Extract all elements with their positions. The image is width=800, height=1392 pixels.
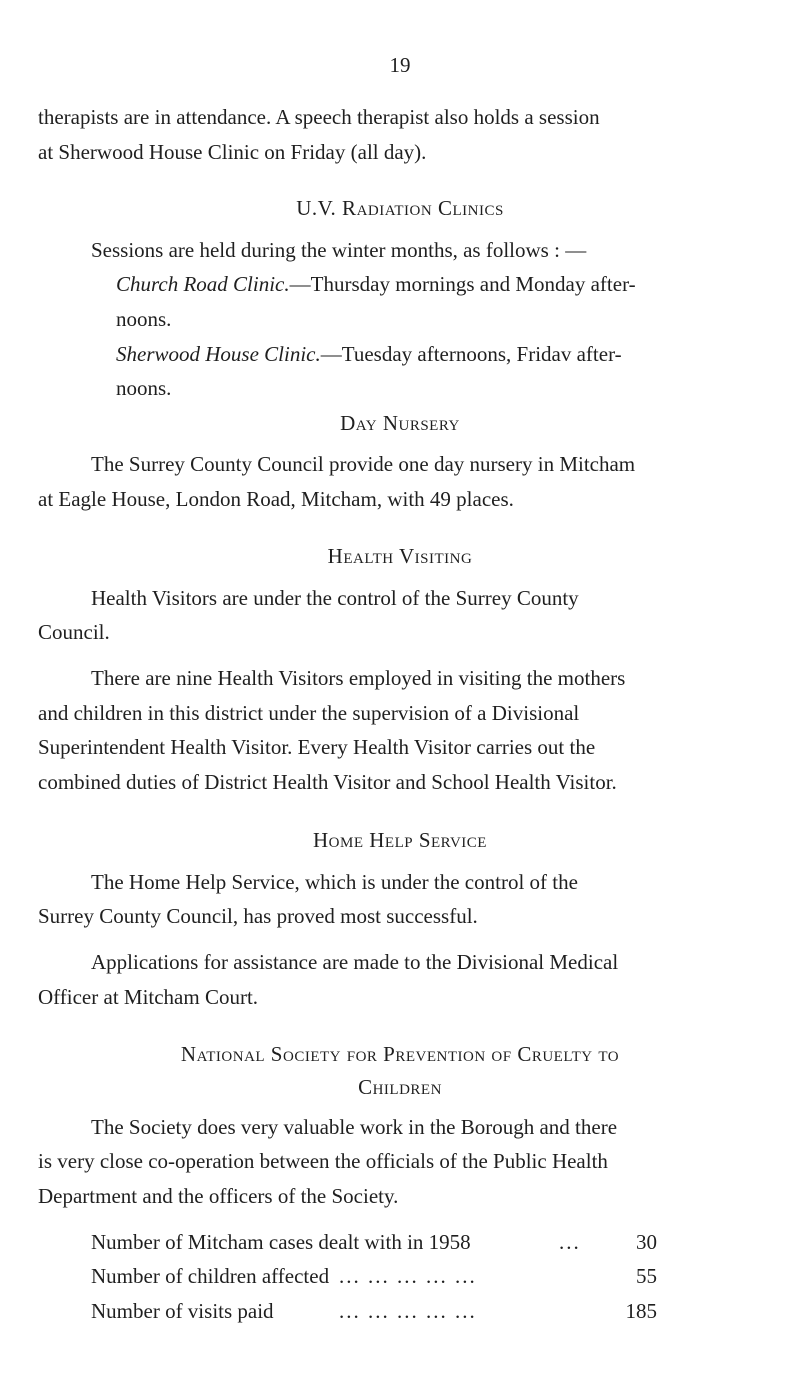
- stat-row-visits: [91, 1301, 657, 1325]
- stat-label: Number of children affected: [91, 1264, 330, 1288]
- paragraph-line: and children in this district under the supervision of a Divisional: [38, 701, 580, 725]
- page-number: 19: [389, 53, 411, 77]
- section-heading-health-visiting: Health Visiting: [327, 544, 473, 568]
- stat-row-cases: [91, 1232, 657, 1256]
- clinic-name: Church Road Clinic.: [116, 272, 290, 296]
- stat-value: 30: [636, 1230, 657, 1254]
- section-heading-nspcc-cont: Children: [358, 1075, 442, 1099]
- paragraph-line: Health Visitors are under the control of the Surrey County: [91, 586, 579, 610]
- clinic-times: —Thursday mornings and Monday after-: [289, 272, 636, 296]
- paragraph-line: There are nine Health Visitors employed in visiting the mothers: [91, 666, 626, 690]
- leader-dots: ...: [559, 1230, 581, 1254]
- stat-value: 185: [625, 1299, 657, 1323]
- intro-line: therapists are in attendance. A speech therapist also holds a session: [38, 105, 600, 129]
- stat-label: Number of visits paid: [91, 1299, 274, 1323]
- paragraph-line: Surrey County Council, has proved most successful.: [38, 904, 478, 928]
- paragraph-line: Applications for assistance are made to the Divisional Medical: [91, 950, 619, 974]
- paragraph-line: combined duties of District Health Visitor and School Health Visitor.: [38, 770, 617, 794]
- stat-row-children: [91, 1266, 657, 1290]
- paragraph-line: noons.: [116, 376, 172, 400]
- leader-dots: ... ... ... ... ...: [339, 1264, 477, 1288]
- stat-label: Number of Mitcham cases dealt with in 1958: [91, 1230, 471, 1254]
- paragraph-line: Sessions are held during the winter months, as follows : —: [91, 238, 587, 262]
- paragraph-line: The Surrey County Council provide one day nursery in Mitcham: [91, 452, 636, 476]
- section-heading-home-help: Home Help Service: [313, 828, 487, 852]
- paragraph-line: is very close co-operation between the officials of the Public Health: [38, 1149, 608, 1173]
- section-heading-nspcc: National Society for Prevention of Cruelty to: [180, 1042, 620, 1066]
- paragraph-line: The Society does very valuable work in the Borough and there: [91, 1115, 618, 1139]
- leader-dots: ... ... ... ... ...: [339, 1299, 477, 1323]
- clinic-entry-church-road: [116, 274, 636, 295]
- section-heading-uv-radiation: U.V. Radiation Clinics: [296, 196, 504, 220]
- intro-line: at Sherwood House Clinic on Friday (all day).: [38, 140, 427, 164]
- paragraph-line: Officer at Mitcham Court.: [38, 985, 259, 1009]
- paragraph-line: at Eagle House, London Road, Mitcham, with 49 places.: [38, 487, 514, 511]
- paragraph-line: noons.: [116, 307, 172, 331]
- paragraph-line: The Home Help Service, which is under the control of the: [91, 870, 578, 894]
- paragraph-line: Department and the officers of the Society.: [38, 1184, 399, 1208]
- paragraph-line: Superintendent Health Visitor. Every Health Visitor carries out the: [38, 735, 596, 759]
- clinic-entry-sherwood-house: [116, 344, 622, 365]
- stat-value: 55: [636, 1264, 657, 1288]
- clinic-name: Sherwood House Clinic.: [116, 342, 321, 366]
- paragraph-line: Council.: [38, 620, 110, 644]
- section-heading-day-nursery: Day Nursery: [340, 411, 460, 435]
- clinic-times: —Tuesday afternoons, Fridav after-: [320, 342, 622, 366]
